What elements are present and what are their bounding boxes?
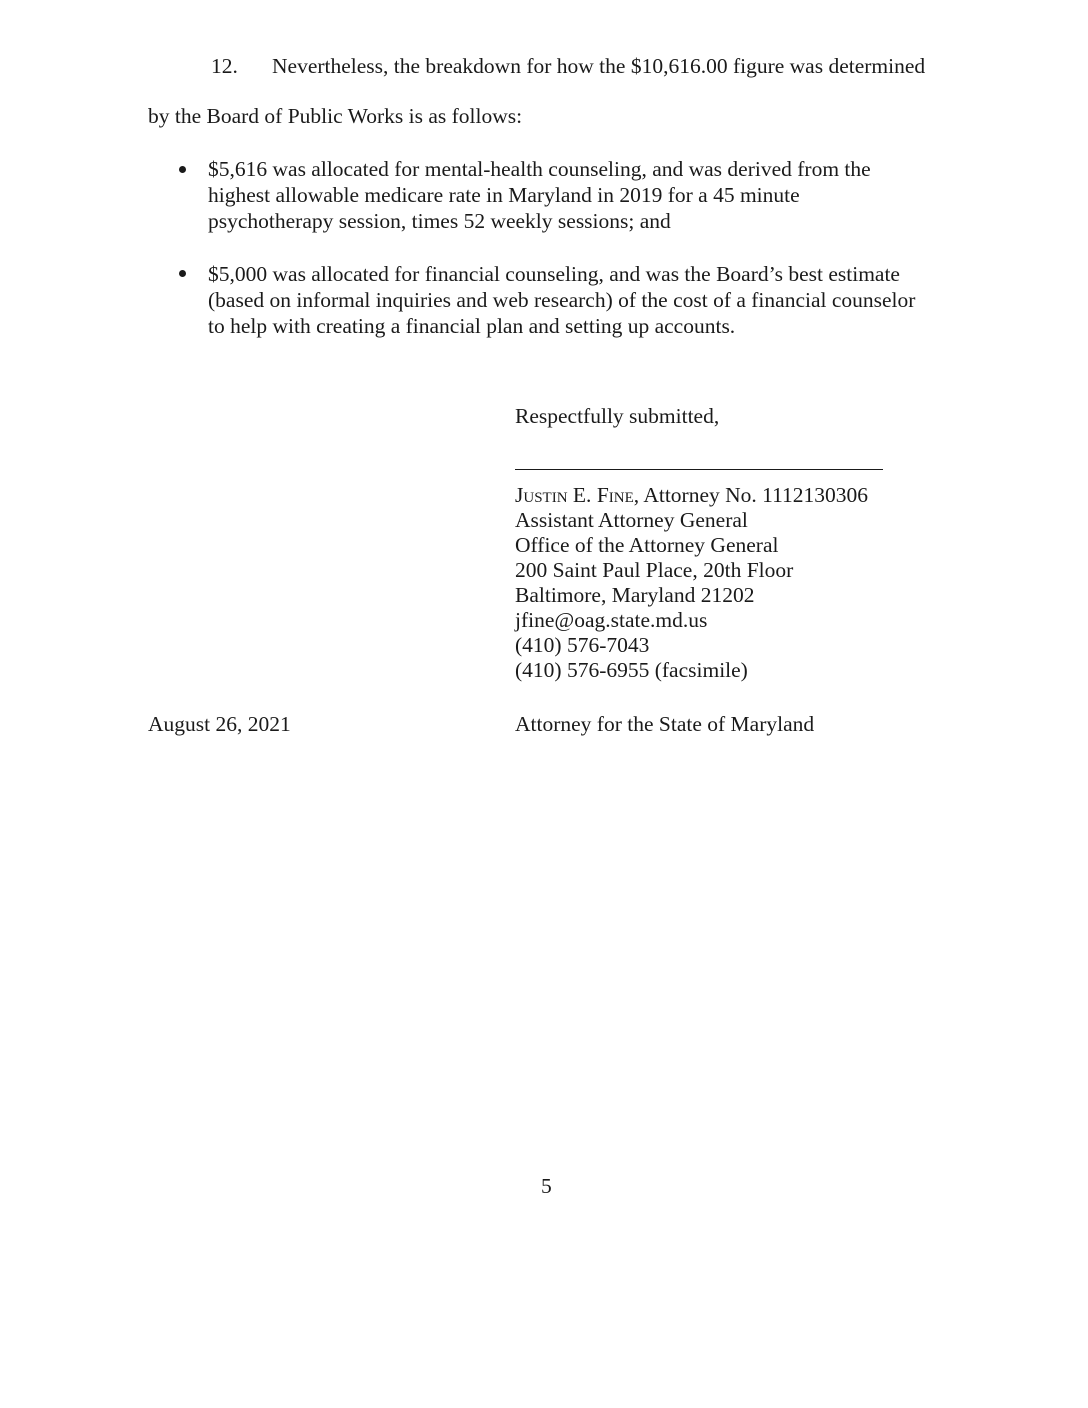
bullet-line: $5,616 was allocated for mental-health counseling, and was derived from the <box>208 157 871 181</box>
bullet-icon <box>179 166 186 173</box>
signer-initial: E. <box>567 483 597 507</box>
signer-last-name: Fine <box>596 483 634 507</box>
signature-line <box>515 469 883 470</box>
signer-office: Office of the Attorney General <box>515 533 779 557</box>
address-line-1: 200 Saint Paul Place, 20th Floor <box>515 558 794 582</box>
paragraph-continuation: by the Board of Public Works is as follows: <box>148 104 523 128</box>
bullet-text <box>208 156 968 234</box>
signature-block <box>515 483 868 683</box>
bullet-line: highest allowable medicare rate in Maryland in 2019 for a 45 minute <box>208 183 800 207</box>
bullet-text <box>208 261 968 339</box>
document-date: August 26, 2021 <box>148 712 291 736</box>
bullet-line: $5,000 was allocated for financial counseling, and was the Board’s best estimate <box>208 262 900 286</box>
signer-role: Attorney for the State of Maryland <box>515 712 815 736</box>
signer-title: Assistant Attorney General <box>515 508 748 532</box>
email-address: jfine@oag.state.md.us <box>515 608 708 632</box>
attorney-number: , Attorney No. 1112130306 <box>633 483 869 507</box>
bullet-line: (based on informal inquiries and web research) of the cost of a financial counselor <box>208 288 916 312</box>
phone-number: (410) 576-7043 <box>515 633 650 657</box>
paragraph-first-line: Nevertheless, the breakdown for how the $10,616.00 figure was determined <box>272 54 926 78</box>
address-line-2: Baltimore, Maryland 21202 <box>515 583 755 607</box>
signer-first-name: Justin <box>515 483 568 507</box>
closing-text: Respectfully submitted, <box>515 404 720 428</box>
bullet-line: to help with creating a financial plan and setting up accounts. <box>208 314 736 338</box>
fax-number: (410) 576-6955 (facsimile) <box>515 658 748 682</box>
paragraph-number: 12. <box>211 54 238 78</box>
bullet-icon <box>179 270 186 277</box>
page-number: 5 <box>541 1174 552 1198</box>
bullet-line: psychotherapy session, times 52 weekly sessions; and <box>208 209 671 233</box>
signer-name-line <box>515 483 868 508</box>
